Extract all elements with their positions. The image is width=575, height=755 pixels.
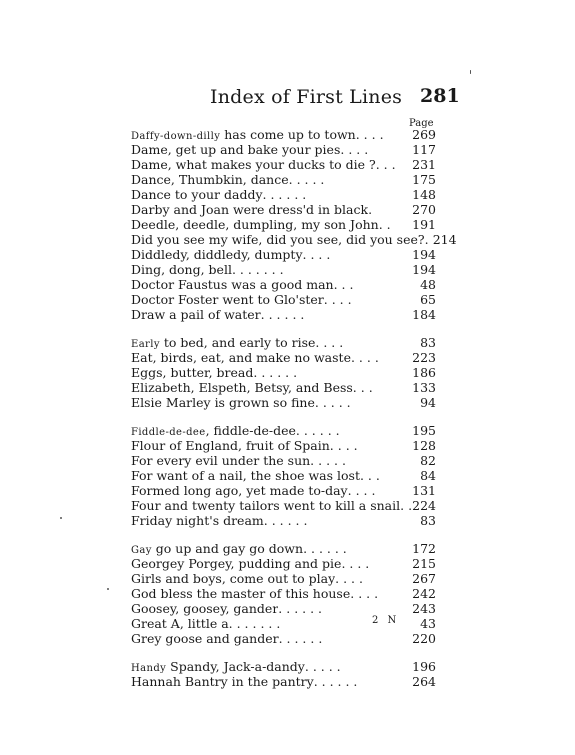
index-entry: Did you see my wife, did you see, did you see? . 214 [131,232,457,247]
first-line-rest: Eat, birds, eat, and make no waste [131,350,351,365]
dot-leader: . . . . . . [278,601,323,616]
dot-leader: . . . . [341,556,370,571]
small-caps-opening: Handy [131,663,167,674]
first-line-rest: Great A, little a [131,616,229,631]
first-line-text [131,556,341,571]
first-line-rest: Darby and Joan were dress'd in black [131,202,369,217]
first-line-rest: Spandy, Jack-a-dandy [166,659,305,674]
ink-speck [470,70,471,74]
index-entry [131,172,436,187]
page-reference: 267 [412,571,436,586]
index-entry [131,513,436,528]
dot-leader: . . . . [329,438,358,453]
dot-leader: . . . [359,468,380,483]
first-line-text [131,365,253,380]
dot-leader: . . . . . [288,172,325,187]
first-line-rest: , fiddle-de-dee [205,423,296,438]
dot-leader: . . . . [335,571,363,586]
page-reference: 270 [412,202,436,217]
first-line-text [131,483,348,498]
index-entry [131,335,436,350]
page-reference: 84 [420,468,436,483]
first-line-text [131,674,314,689]
first-line-rest: Doctor Faustus was a good man [131,277,334,292]
dot-leader: . . [378,217,391,232]
index-entry [131,556,436,571]
index-entry [131,438,436,453]
index-entry [131,202,436,217]
dot-leader: . . . . . . [253,365,298,380]
first-line-text [131,217,379,232]
signature-mark: 2 N [372,615,400,626]
ink-speck [60,517,62,519]
index-entry [131,395,436,410]
page-column-label: Page [409,118,434,129]
first-line-text [131,262,232,277]
page-reference: 196 [412,659,436,674]
dot-leader: . . . [333,277,354,292]
first-line-text [131,247,303,262]
dot-leader: . . . . [340,142,369,157]
first-line-rest: Grey goose and gander [131,631,279,646]
first-line-rest: Draw a pail of water [131,307,261,322]
page-reference: 214 [432,232,457,247]
first-line-text [131,187,263,202]
index-entry [131,247,436,262]
index-entry [131,571,436,586]
index-entry [131,380,436,395]
dot-leader: . . . . . [314,395,351,410]
first-line-text [131,616,229,631]
dot-leader: . [368,202,373,217]
page-reference: 48 [420,277,436,292]
first-line-text [131,380,353,395]
index-entry [131,262,436,277]
first-line-text [131,307,261,322]
first-line-rest: Elizabeth, Elspeth, Betsy, and Bess [131,380,353,395]
index-entry [131,483,436,498]
page-reference: 128 [412,438,436,453]
page-reference: 83 [420,513,436,528]
dot-leader: . . . . . . [278,631,323,646]
first-line-rest: Ding, dong, bell [131,262,232,277]
page-reference: 82 [420,453,436,468]
first-line-rest: Four and twenty tailors went to kill a snail [131,498,401,513]
first-line-text [131,395,315,410]
dot-leader: . . . . . . . [231,262,284,277]
dot-leader: . . . . [350,586,379,601]
dot-leader: . . . . . . [313,674,358,689]
page-number: 281 [420,85,460,107]
running-title: Index of First Lines [210,86,403,108]
dot-leader: . . . . . [304,659,341,674]
index-entry [131,350,436,365]
page-reference: 131 [412,483,436,498]
index-entry [131,423,436,438]
index-entry [131,142,436,157]
page-reference: 175 [412,172,436,187]
index-entry [131,453,436,468]
index-entry [131,498,436,513]
first-line-rest: For every evil under the sun [131,453,311,468]
dot-leader: . . . . . . [262,187,307,202]
page-reference: 148 [412,187,436,202]
index-entry [131,365,436,380]
small-caps-opening: Early [131,339,160,350]
first-line-rest: Georgey Porgey, pudding and pie [131,556,342,571]
small-caps-opening: Gay [131,545,152,556]
first-line-rest: Did you see my wife, did you see, did you see? [131,232,425,247]
index-entry [131,277,436,292]
first-line-text [131,172,289,187]
page-reference: 231 [412,157,436,172]
dot-leader: . . . [352,380,373,395]
dot-leader: . . . . . . . [228,616,281,631]
index-entry [131,631,436,646]
first-line-text [131,631,279,646]
first-line-text [131,453,310,468]
first-line-rest: Dance, Thumbkin, dance [131,172,289,187]
index-entry [131,659,436,674]
first-line-text [131,586,350,601]
index-entry [131,586,436,601]
index-entry [131,157,436,172]
index-entry [131,601,436,616]
first-line-text [131,468,360,483]
page-reference: 65 [420,292,436,307]
page-reference: 223 [412,350,436,365]
first-line-rest: has come up to town [220,127,356,142]
page-reference: 43 [420,616,436,631]
first-line-rest: go up and gay go down [151,541,304,556]
first-line-rest: Dance to your daddy [131,187,263,202]
index-entry [131,468,436,483]
page-reference: 133 [412,380,436,395]
first-line-rest: Eggs, butter, bread [131,365,254,380]
dot-leader: . . . . . . [263,513,308,528]
first-line-rest: Dame, what makes your ducks to die ? [131,157,376,172]
first-line-text [131,292,324,307]
first-line-text [131,438,330,453]
first-line-rest: Flour of England, fruit of Spain [131,438,330,453]
first-line-rest: Diddledy, diddledy, dumpty [131,247,303,262]
page-reference: 191 [412,217,436,232]
first-line-rest: Friday night's dream [131,513,264,528]
page-reference: 194 [412,247,436,262]
first-line-rest: to bed, and early to rise [159,335,316,350]
dot-leader: . . . . [302,247,331,262]
first-line-rest: Formed long ago, yet made to-day [131,483,348,498]
first-line-text [131,202,368,217]
first-line-text [131,571,335,586]
dot-leader: . . . . [315,335,344,350]
first-line-rest: Dame, get up and bake your pies [131,142,341,157]
small-caps-opening: Fiddle-de-dee [131,427,206,438]
first-line-rest: Goosey, goosey, gander [131,601,279,616]
first-line-text [131,513,264,528]
index-entry [131,127,436,142]
index-entry [131,187,436,202]
first-line-text [131,601,278,616]
first-line-text [131,498,400,513]
first-line-text [131,142,340,157]
page-reference: 215 [412,556,436,571]
small-caps-opening: Daffy-down-dilly [131,131,221,142]
index-entry [131,307,436,322]
dot-leader: . . . . . [310,453,346,468]
index-group [131,659,436,689]
page-reference: 220 [412,631,436,646]
first-line-text [131,157,376,172]
page-reference: 172 [412,541,436,556]
page-reference: 269 [412,127,436,142]
dot-leader: . . . . . . [303,541,347,556]
page-reference: 264 [412,674,436,689]
first-line-rest: God bless the master of this house [131,586,351,601]
page-reference: 224 [412,498,436,513]
page-reference: 184 [412,307,436,322]
page-reference: 94 [420,395,436,410]
index-list [131,127,457,689]
index-group [131,541,436,646]
page-reference: 186 [412,365,436,380]
first-line-rest: Girls and boys, come out to play [131,571,336,586]
page-reference: 83 [420,335,436,350]
index-entry [131,217,436,232]
ink-speck [107,588,109,590]
index-entry [131,541,436,556]
first-line-text [131,277,334,292]
index-entry [131,292,436,307]
page-reference: 242 [412,586,436,601]
dot-leader: . . . . . . [295,423,340,438]
dot-leader: . . . [375,157,396,172]
dot-leader: . . . . . . [260,307,305,322]
page-reference: 194 [412,262,436,277]
page-reference: 243 [412,601,436,616]
dot-leader: . . [400,498,413,513]
page-reference: 117 [412,142,436,157]
first-line-text [131,350,351,365]
first-line-rest: Deedle, deedle, dumpling, my son John [131,217,379,232]
dot-leader: . . . . [350,350,379,365]
page-reference: 195 [412,423,436,438]
index-entry [131,674,436,689]
dot-leader: . . . . [347,483,376,498]
first-line-rest: Hannah Bantry in the pantry [131,674,314,689]
dot-leader: . . . . [323,292,352,307]
index-group [131,423,436,528]
first-line-rest: For want of a nail, the shoe was lost [131,468,360,483]
index-group [131,127,457,322]
first-line-rest: Elsie Marley is grown so fine [131,395,315,410]
dot-leader: . . . . [355,127,384,142]
first-line-text [131,232,425,247]
index-group [131,335,436,410]
first-line-rest: Doctor Foster went to Glo'ster [131,292,324,307]
